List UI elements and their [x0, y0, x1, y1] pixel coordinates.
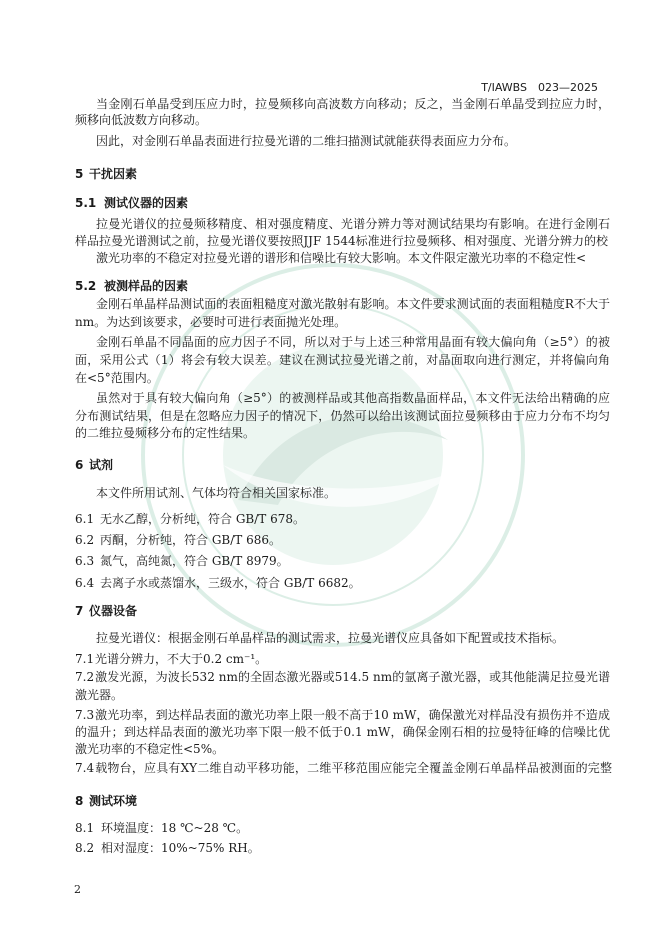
paragraph-line: 激光功率的不稳定对拉曼光谱的谱形和信噪比有较大影响。本文件限定激光功率的不稳定性<	[96, 251, 587, 265]
item-continuation: 的温升；到达样品表面的激光功率下限一般不低于0.1 mW，确保金刚石相的拉曼特征峰的信噪比优	[75, 725, 610, 739]
paragraph-line: 当金刚石单晶受到压应力时，拉曼频移向高波数方向移动；反之，当金刚石单晶受到拉应力时，	[96, 97, 610, 111]
list-item	[75, 820, 610, 836]
item-continuation: 激光功率的不稳定性<5%。	[75, 742, 225, 756]
section-number: 6	[75, 458, 84, 472]
section-title: 试剂	[89, 458, 114, 472]
paragraph-line: 金刚石单晶样品测试面的表面粗糙度对激光散射有影响。本文件要求测试面的表面粗糙度R不大于	[96, 297, 610, 311]
section-heading-6	[75, 457, 610, 473]
list-item	[75, 760, 612, 776]
page-number: 2	[74, 883, 81, 896]
paragraph-line: 面，采用公式（1）将会有较大误差。建议在测试拉曼光谱之前，对晶面取向进行测定，并将偏向角	[75, 353, 610, 367]
section-title: 测试环境	[89, 794, 138, 808]
item-text: 氮气，高纯氮，符合 GB/T 8979。	[100, 554, 289, 568]
paragraph-line: 本文件所用试剂、气体均符合相关国家标准。	[96, 486, 337, 500]
item-number: 7.3	[75, 708, 95, 722]
subsection-title: 被测样品的因素	[104, 279, 189, 293]
section-number: 7	[75, 604, 84, 618]
paragraph-line: 因此，对金刚石单晶表面进行拉曼光谱的二维扫描测试就能获得表面应力分布。	[96, 134, 517, 148]
paragraph-line: 金刚石单晶不同晶面的应力因子不同，所以对于与上述三种常用晶面有较大偏向角（≥5°）的被	[96, 335, 610, 349]
section-heading-7	[75, 603, 610, 619]
item-text: 无水乙醇，分析纯，符合 GB/T 678。	[100, 512, 305, 526]
item-text: 激光功率，到达样品表面的激光功率上限一般不高于10 mW，确保激光对样品没有损伤并不造成	[95, 708, 610, 722]
paragraph-line: 拉曼光谱仪的拉曼频移精度、相对强度精度、光谱分辨力等对测试结果均有影响。在进行金刚石	[96, 217, 610, 231]
item-number: 6.1	[75, 512, 95, 526]
list-item	[75, 511, 610, 527]
item-number: 6.3	[75, 554, 95, 568]
item-number: 7.2	[75, 670, 95, 684]
subsection-number: 5.2	[75, 279, 97, 293]
item-number: 8.2	[75, 841, 95, 855]
paragraph-line: 分布测试结果，但是在忽略应力因子的情况下，仍然可以给出该测试面拉曼频移由于应力分布不均匀	[75, 409, 610, 423]
item-text: 相对湿度：10%~75% RH。	[101, 841, 260, 855]
subsection-heading-5-2	[75, 278, 610, 294]
item-continuation: 激光器。	[75, 688, 124, 702]
subsection-number: 5.1	[75, 196, 97, 210]
item-text: 激发光源，为波长532 nm的全固态激光器或514.5 nm的氩离子激光器，或其他能满足拉曼光谱	[95, 670, 610, 684]
item-text: 光谱分辨力，不大于0.2 cm⁻¹。	[95, 652, 268, 666]
list-item	[75, 532, 610, 548]
subsection-heading-5-1	[75, 195, 610, 211]
paragraph-line: 的二维拉曼频移分布的定性结果。	[75, 426, 256, 440]
section-heading-8	[75, 793, 610, 809]
paragraph-line: 虽然对于具有较大偏向角（≥5°）的被测样品或其他高指数晶面样品，本文件无法给出精确的应	[96, 391, 610, 405]
item-number: 6.4	[75, 576, 95, 590]
paragraph-line: nm。为达到该要求，必要时可进行表面抛光处理。	[75, 315, 347, 329]
item-text: 去离子水或蒸馏水，三级水，符合 GB/T 6682。	[100, 576, 361, 590]
subsection-title: 测试仪器的因素	[104, 196, 189, 210]
list-item	[75, 669, 610, 685]
section-title: 干扰因素	[89, 167, 138, 181]
list-item	[75, 840, 610, 856]
paragraph-line: 拉曼光谱仪：根据金刚石单晶样品的测试需求，拉曼光谱仪应具备如下配置或技术指标。	[96, 631, 565, 645]
list-item	[75, 575, 610, 591]
item-number: 6.2	[75, 533, 95, 547]
item-text: 载物台，应具有XY二维自动平移功能，二维平移范围应能完全覆盖金刚石单晶样品被测面的完整	[95, 761, 612, 775]
section-title: 仪器设备	[89, 604, 138, 618]
list-item	[75, 553, 610, 569]
list-item	[75, 651, 610, 667]
section-number: 5	[75, 167, 84, 181]
list-item	[75, 707, 610, 723]
item-text: 丙酮，分析纯，符合 GB/T 686。	[100, 533, 281, 547]
document-id: T/IAWBS 023—2025	[481, 81, 598, 94]
section-heading-5	[75, 166, 610, 182]
section-number: 8	[75, 794, 84, 808]
item-number: 7.1	[75, 652, 95, 666]
paragraph-line: 在<5°范围内。	[75, 371, 159, 385]
item-number: 8.1	[75, 821, 95, 835]
paragraph-line: 频移向低波数方向移动。	[75, 113, 208, 127]
paragraph-line: 样品拉曼光谱测试之前，拉曼光谱仪要按照JJF 1544标准进行拉曼频移、相对强度、光谱分辨力的校	[75, 234, 608, 248]
item-number: 7.4	[75, 761, 95, 775]
item-text: 环境温度：18 ℃~28 ℃。	[101, 821, 249, 835]
